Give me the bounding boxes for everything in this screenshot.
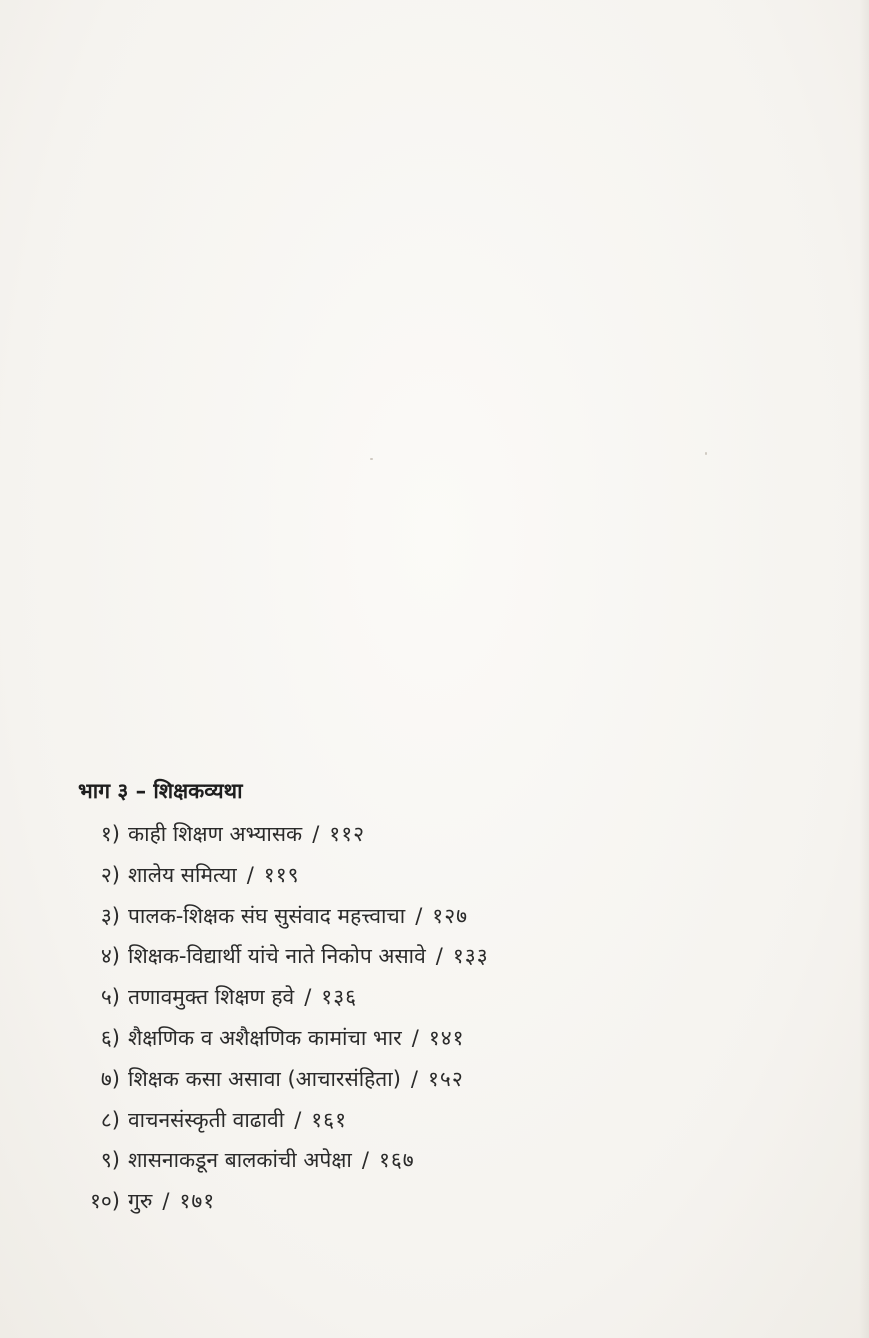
entry-title: शिक्षक-विद्यार्थी यांचे नाते निकोप असावे bbox=[128, 944, 426, 969]
entry-number: ७) bbox=[100, 1066, 120, 1091]
entry-number: ५) bbox=[100, 985, 120, 1010]
entry-title: शैक्षणिक व अशैक्षणिक कामांचा भार bbox=[128, 1025, 402, 1050]
toc-entry bbox=[78, 896, 838, 937]
entry-title: वाचनसंस्कृती वाढावी bbox=[128, 1107, 285, 1132]
entry-number: ६) bbox=[100, 1025, 120, 1050]
entry-number: ९) bbox=[100, 1148, 120, 1173]
entry-separator: / bbox=[361, 1148, 369, 1173]
entry-number: १०) bbox=[89, 1189, 120, 1214]
entry-title: गुरु bbox=[128, 1189, 153, 1214]
entry-title: पालक-शिक्षक संघ सुसंवाद महत्त्वाचा bbox=[128, 903, 406, 928]
table-of-contents bbox=[78, 772, 838, 1222]
toc-entry bbox=[78, 1181, 838, 1222]
toc-entry bbox=[78, 1100, 838, 1141]
toc-entry bbox=[78, 977, 838, 1018]
entry-page-number: १३३ bbox=[452, 944, 489, 969]
entry-separator: / bbox=[294, 1107, 302, 1132]
entry-separator: / bbox=[304, 985, 312, 1010]
part-heading: भाग ३ – शिक्षकव्यथा bbox=[78, 779, 243, 803]
entry-separator: / bbox=[246, 862, 254, 887]
paper-speck bbox=[370, 458, 373, 460]
entry-separator: / bbox=[162, 1189, 170, 1214]
entry-title: शासनाकडून बालकांची अपेक्षा bbox=[128, 1148, 352, 1173]
entry-page-number: १३६ bbox=[321, 985, 358, 1010]
entry-page-number: १६७ bbox=[378, 1148, 415, 1173]
entry-separator: / bbox=[411, 1025, 419, 1050]
entry-separator: / bbox=[435, 944, 443, 969]
entry-separator: / bbox=[410, 1066, 418, 1091]
entry-page-number: १५२ bbox=[427, 1066, 464, 1091]
entry-title: काही शिक्षण अभ्यासक bbox=[128, 822, 303, 846]
entry-number: ३) bbox=[100, 903, 120, 928]
toc-entry bbox=[78, 1059, 838, 1100]
toc-entry bbox=[78, 936, 838, 977]
toc-entry bbox=[78, 1140, 838, 1181]
toc-entry bbox=[78, 814, 838, 855]
toc-entries bbox=[78, 814, 838, 1222]
entry-number: ४) bbox=[100, 944, 120, 969]
entry-title: तणावमुक्त शिक्षण हवे bbox=[128, 985, 295, 1010]
entry-page-number: १२७ bbox=[432, 903, 469, 928]
entry-separator: / bbox=[312, 822, 320, 846]
entry-number: २) bbox=[100, 862, 120, 887]
entry-page-number: १६१ bbox=[311, 1107, 348, 1132]
paper-speck bbox=[705, 452, 707, 455]
page-edge-shadow bbox=[859, 0, 869, 1338]
entry-page-number: ११२ bbox=[329, 822, 366, 846]
entry-title: शालेय समित्या bbox=[128, 862, 237, 887]
entry-number: ८) bbox=[100, 1107, 120, 1132]
entry-page-number: १४१ bbox=[428, 1025, 465, 1050]
entry-separator: / bbox=[415, 903, 423, 928]
entry-page-number: १७१ bbox=[179, 1189, 216, 1214]
entry-title: शिक्षक कसा असावा (आचारसंहिता) bbox=[128, 1066, 401, 1091]
toc-entry bbox=[78, 855, 838, 896]
toc-entry bbox=[78, 1018, 838, 1059]
entry-number: १) bbox=[100, 822, 120, 846]
entry-page-number: ११९ bbox=[263, 862, 300, 887]
